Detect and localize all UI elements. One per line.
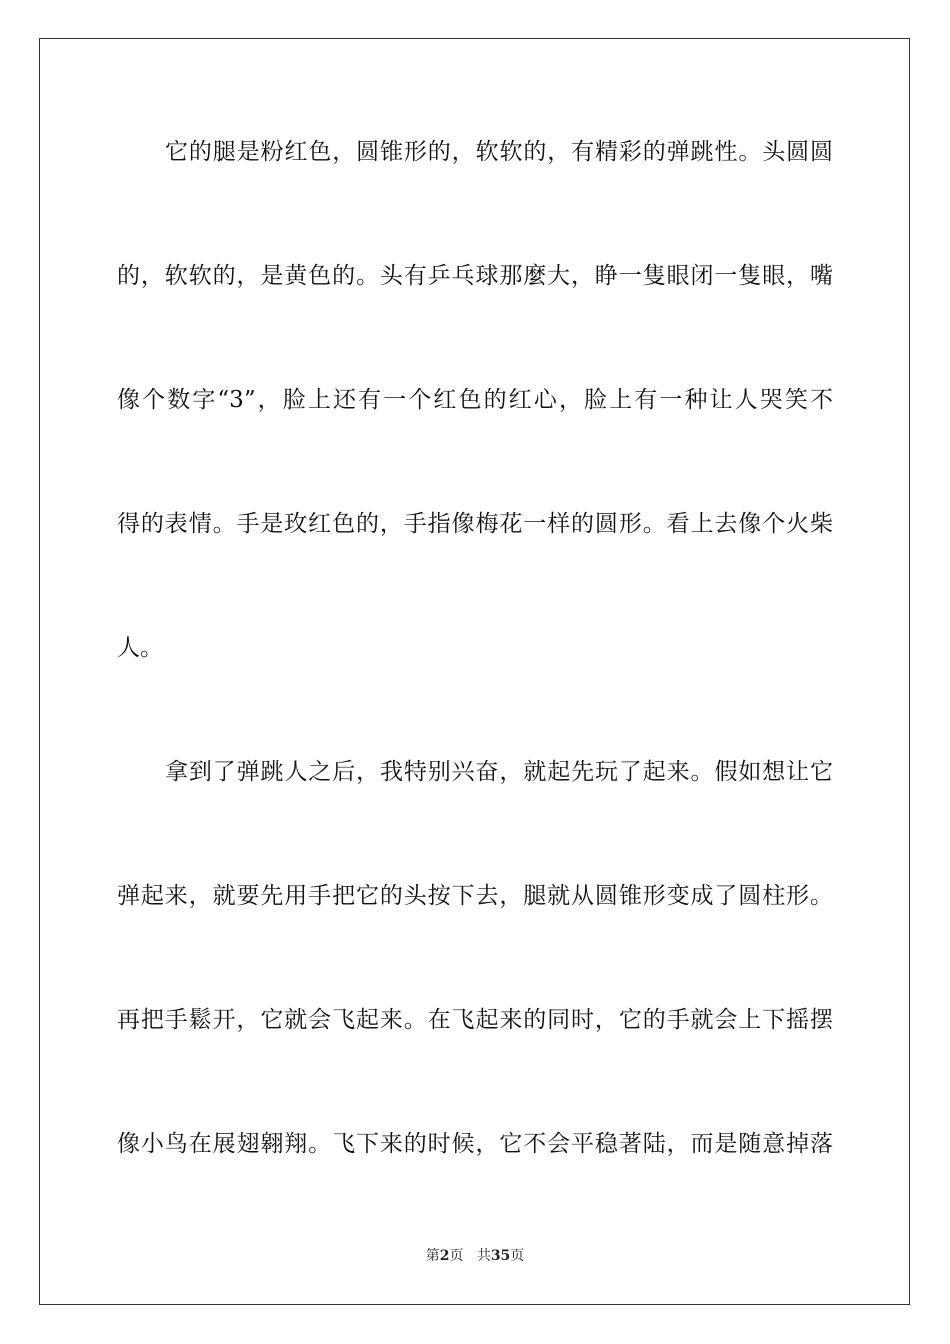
footer-total-prefix: 共 [476, 1248, 491, 1264]
paragraph-1-line-4: 得的表情。手是玫红色的，手指像梅花一样的圆形。看上去像个火柴 [117, 511, 833, 537]
paragraph-2-line-4: 像小鸟在展翅翱翔。飞下来的时候，它不会平稳著陆，而是随意掉落 [117, 1131, 833, 1157]
paragraph-2-line-3: 再把手鬆开，它就会飞起来。在飞起来的同时，它的手就会上下摇摆 [117, 1007, 833, 1033]
page-footer [0, 1246, 950, 1266]
footer-total-suffix: 页 [510, 1248, 525, 1264]
paragraph-1-line-1: 它的腿是粉红色，圆锥形的，软软的，有精彩的弹跳性。头圆圆 [165, 139, 833, 165]
paragraph-1-line-2: 的，软软的，是黄色的。头有乒乓球那麼大，睁一隻眼闭一隻眼，嘴 [117, 263, 833, 289]
paragraph-1-line-5: 人。 [117, 635, 163, 661]
paragraph-2-line-2: 弹起来，就要先用手把它的头按下去，腿就从圆锥形变成了圆柱形。 [117, 883, 833, 909]
footer-page-suffix: 页 [449, 1248, 464, 1264]
page-number: 2 [439, 1248, 450, 1264]
paragraph-2-line-1: 拿到了弹跳人之后，我特别兴奋，就起先玩了起来。假如想让它 [165, 759, 833, 785]
paragraph-1-line-3: 像个数字“3”，脸上还有一个红色的红心，脸上有一种让人哭笑不 [117, 387, 833, 413]
page-border [39, 38, 910, 1305]
total-pages: 35 [490, 1248, 511, 1264]
footer-prefix: 第 [425, 1248, 440, 1264]
